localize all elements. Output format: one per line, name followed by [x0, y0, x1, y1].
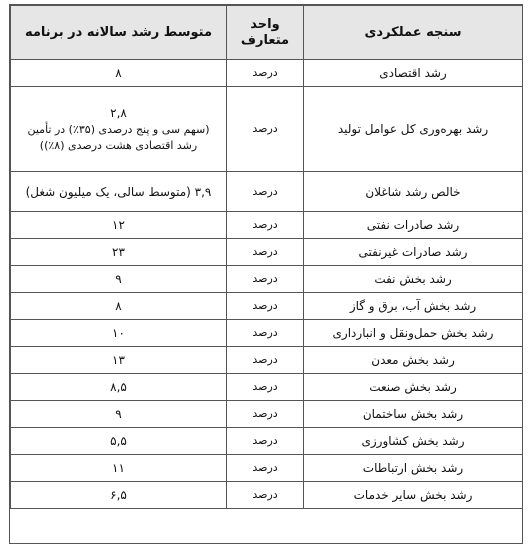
value-cell: ۶,۵: [11, 482, 227, 509]
unit-cell: درصد: [227, 374, 304, 401]
unit-cell: درصد: [227, 212, 304, 239]
value-cell: ۹: [11, 401, 227, 428]
table-row: [11, 212, 523, 239]
performance-table: [10, 5, 523, 509]
value-cell: ۸: [11, 293, 227, 320]
value-cell: ۱۲: [11, 212, 227, 239]
unit-cell: درصد: [227, 172, 304, 212]
value-main: ۲,۸: [110, 106, 127, 120]
metric-cell: رشد اقتصادی: [304, 60, 523, 87]
header-value: متوسط رشد سالانه در برنامه: [11, 6, 227, 60]
table-row: [11, 293, 523, 320]
unit-cell: درصد: [227, 87, 304, 172]
header-unit: واحد متعارف: [227, 6, 304, 60]
table-row: [11, 482, 523, 509]
unit-cell: درصد: [227, 320, 304, 347]
metric-cell: رشد بهره‌وری کل عوامل تولید: [304, 87, 523, 172]
table-row: [11, 320, 523, 347]
metric-cell: رشد بخش صنعت: [304, 374, 523, 401]
unit-cell: درصد: [227, 266, 304, 293]
unit-cell: درصد: [227, 293, 304, 320]
metric-cell: رشد بخش کشاورزی: [304, 428, 523, 455]
table-row: [11, 374, 523, 401]
table-row: [11, 60, 523, 87]
table-row: [11, 172, 523, 212]
table-frame: [9, 4, 523, 544]
unit-cell: درصد: [227, 428, 304, 455]
unit-cell: درصد: [227, 60, 304, 87]
table-row: [11, 266, 523, 293]
metric-cell: رشد بخش ارتباطات: [304, 455, 523, 482]
value-cell: ۱۰: [11, 320, 227, 347]
metric-cell: رشد صادرات نفتی: [304, 212, 523, 239]
value-cell: ۵,۵: [11, 428, 227, 455]
unit-cell: درصد: [227, 347, 304, 374]
metric-cell: رشد بخش آب، برق و گاز: [304, 293, 523, 320]
table-row: [11, 347, 523, 374]
value-cell: ۸,۵: [11, 374, 227, 401]
table-header-row: [11, 6, 523, 60]
value-cell: ۲۳: [11, 239, 227, 266]
metric-cell: رشد بخش معدن: [304, 347, 523, 374]
metric-cell: رشد بخش حمل‌ونقل و انبارداری: [304, 320, 523, 347]
value-cell: [11, 87, 227, 172]
metric-cell: خالص رشد شاغلان: [304, 172, 523, 212]
table-row: [11, 401, 523, 428]
value-cell: ۱۱: [11, 455, 227, 482]
value-cell: ۹: [11, 266, 227, 293]
header-metric: سنجه عملکردی: [304, 6, 523, 60]
table-row: [11, 87, 523, 172]
unit-cell: درصد: [227, 482, 304, 509]
unit-cell: درصد: [227, 401, 304, 428]
value-cell: ۸: [11, 60, 227, 87]
value-cell: ۱۳: [11, 347, 227, 374]
metric-cell: رشد بخش سایر خدمات: [304, 482, 523, 509]
table-row: [11, 428, 523, 455]
unit-cell: درصد: [227, 455, 304, 482]
metric-cell: رشد صادرات غیرنفتی: [304, 239, 523, 266]
value-note: (سهم سی و پنج درصدی (۳۵٪) در تأمین رشد اقتصادی هشت درصدی (۸٪)): [27, 123, 210, 152]
metric-cell: رشد بخش نفت: [304, 266, 523, 293]
table-row: [11, 455, 523, 482]
unit-cell: درصد: [227, 239, 304, 266]
value-cell: ۳,۹ (متوسط سالی، یک میلیون شغل): [11, 172, 227, 212]
table-row: [11, 239, 523, 266]
metric-cell: رشد بخش ساختمان: [304, 401, 523, 428]
